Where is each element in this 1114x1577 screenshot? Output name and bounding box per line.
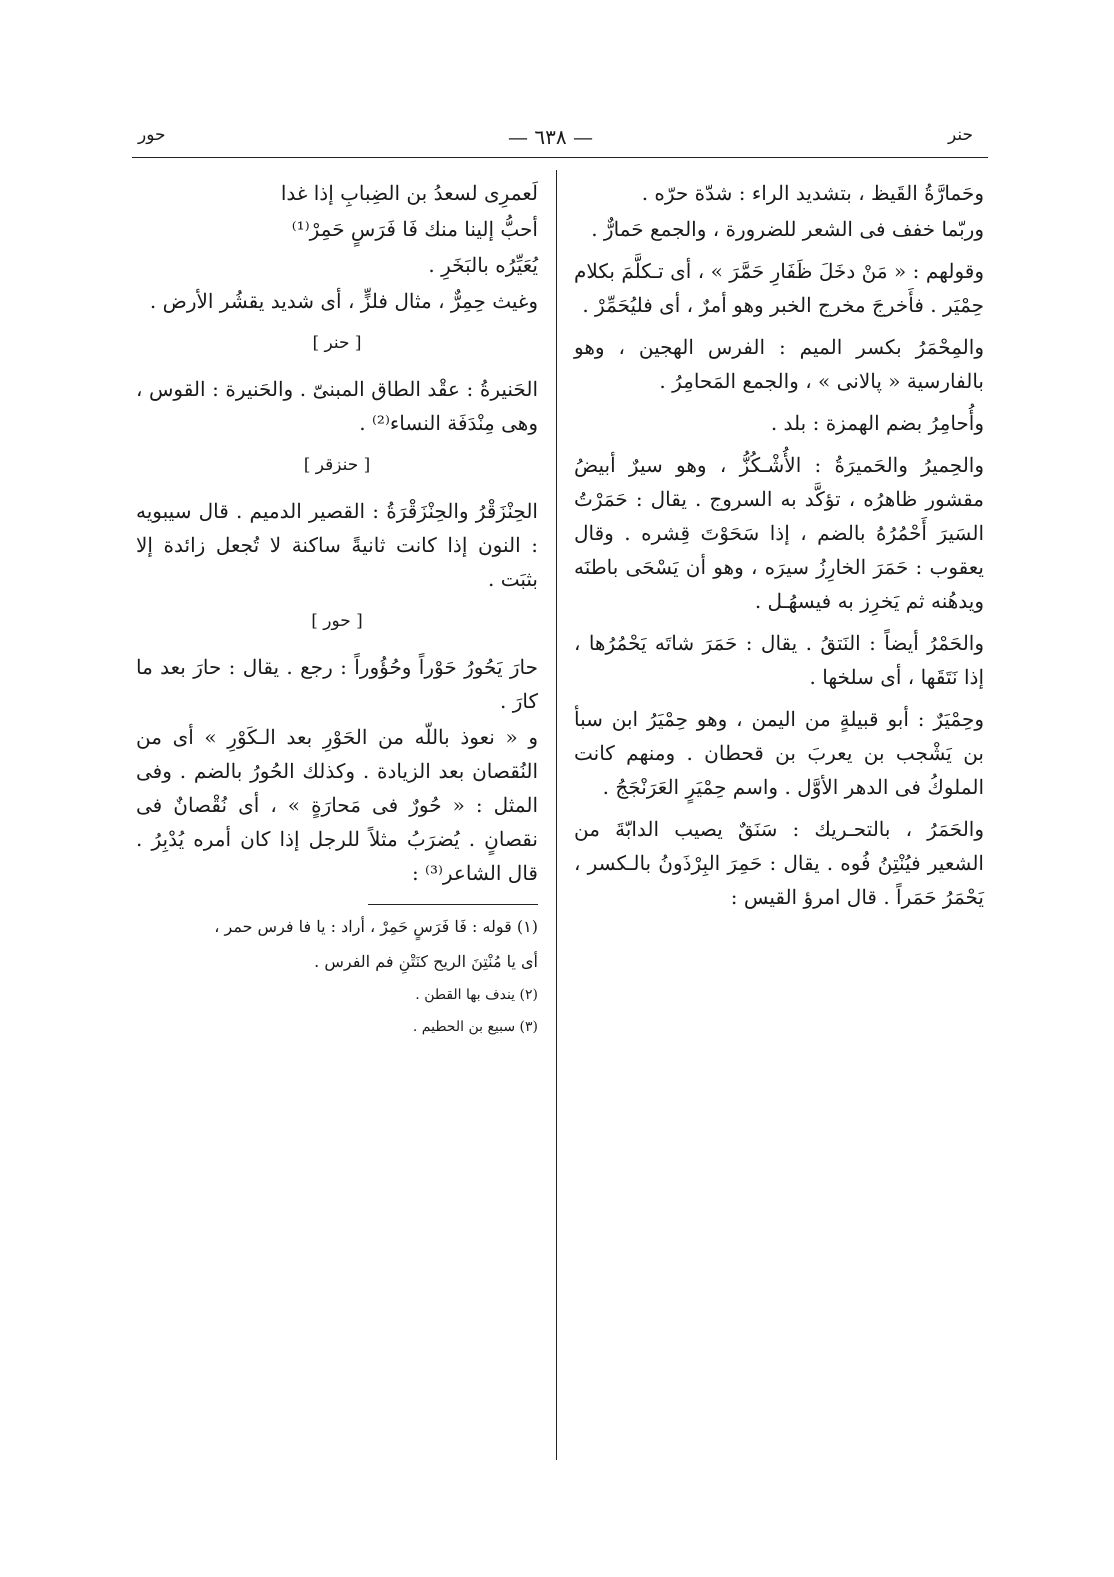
entry-paragraph: يُعَيِّرُه بالبَخَرِ . [428, 253, 538, 277]
entry-paragraph: وحِمْيَرٌ : أبو قبيلةٍ من اليمن ، وهو حِمْيَرُ ابن سبأ بن يَشْجب بن يعربَ بن قحطان . ومنهم كانت الملوكُ فى الدهر الأوَّل . واسم حِمْيَرٍ العَرَنْجَجُ . [574, 707, 984, 799]
running-header-right: حنر [948, 125, 974, 145]
footnote-1: (١) قوله : فَا فَرَسٍ حَمِرْ ، أراد : يا فا فرس حمر ، [214, 917, 538, 936]
entry-paragraph: والحِميرُ والحَميرَةُ : الأُشْـكُزُّ ، وهو سيرٌ أبيضُ مقشور ظاهرُه ، تؤكَّد به السروج . يقال : حَمَرْتُ السَيرَ أَحْمُرُهُ بالضم ، إذا سَحَوْتَ قِشره . وقال يعقوب : حَمَرَ الخارِزُ سيرَه ، وهو أن يَسْحَى باطنَه ويدهُنه ثم يَخرِز به فيسهُـل . [574, 453, 984, 613]
entry-heading: [ حور ] [311, 611, 363, 631]
entry-paragraph: الحِنْزَقْرُ والحِنْزَقْرَةُ : القصير الدميم . قال سيبويه : النون إذا كانت ثانيةً ساكنة لا تُجعل زائدة إلا بثبَت . [136, 499, 538, 591]
footnote-2: (٢) يندف بها القطن . [415, 987, 538, 1003]
entry-paragraph: والحَمَرُ ، بالتحـريك : سَنَقٌ يصيب الدابّةَ من الشعير فيُنْتِنُ فُوه . يقال : حَمِرَ البِرْذَونُ بالـكسر ، يَحْمَرُ حَمَراً . قال امرؤ القيس : [574, 817, 984, 909]
verse-line: أحبُّ إلينا منك فَا فَرَسٍ حَمِرْ⁽¹⁾ [291, 217, 538, 241]
entry-paragraph: والمِحْمَرُ بكسر الميم : الفرس الهجين ، وهو بالفارسية « پالانى » ، والجمع المَحامِرُ . [574, 335, 984, 393]
right-column [574, 176, 984, 922]
footnote-1-continued: أى يا مُنْتِنَ الريح كنَتْنِ فم الفرس . [314, 952, 538, 971]
footnote-rule [368, 904, 538, 905]
entry-paragraph: الحَنيرةُ : عقْد الطاق المبنىّ . والحَنيرة : القوس ، وهى مِنْدَفَة النساء⁽²⁾ . [136, 377, 538, 435]
header-rule [132, 157, 988, 158]
entry-heading: [ حنزقر ] [303, 455, 371, 475]
entry-paragraph: حارَ يَحُورُ حَوْراً وحُؤُوراً : رجع . يقال : حارَ بعد ما كارَ . [136, 655, 538, 713]
page-number: — ٦٣٨ — [508, 125, 593, 149]
entry-paragraph: و « نعوذ باللّه من الحَوْرِ بعد الـكَوْرِ » أى من النُقصان بعد الزيادة . وكذلك الحُورُ بالضم . وفى المثل : « حُورٌ فى مَحارَةٍ » ، أى نُقْصانٌ فى نقصانٍ . يُضرَبُ مثلاً للرجل إذا كان أمره يُدْبِرُ . قال الشاعر⁽³⁾ : [136, 725, 538, 885]
entry-paragraph: وربّما خفف فى الشعر للضرورة ، والجمع حَمارٌّ . [591, 217, 984, 241]
running-header-left: حور [138, 125, 166, 145]
entry-paragraph: وأُحامِرُ بضم الهمزة : بلد . [770, 411, 984, 435]
left-column [136, 176, 538, 1047]
entry-paragraph: وغيث حِمِرٌّ ، مثال فلزٍّ ، أى شديد يقشُر الأرض . [149, 289, 538, 313]
entry-paragraph: وحَمارَّةُ القَيظ ، بتشديد الراء : شدّة حرّه . [641, 181, 984, 205]
entry-paragraph: وقولهم : « مَنْ دخَلَ ظَفَارِ حَمَّرَ » ، أى تـكلَّمَ بكلام حِمْيَر . فأَخرجَ مخرج الخبر وهو أمرٌ ، أى فليُحَمِّرْ . [574, 259, 984, 317]
footnote-3: (٣) سبيع بن الحطيم . [412, 1019, 538, 1035]
entry-heading: [ حنر ] [312, 333, 362, 353]
entry-paragraph: والحَمْرُ أيضاً : النَتقُ . يقال : حَمَرَ شاتَه يَحْمُرُها ، إذا نَتَقَها ، أى سلخها . [574, 631, 984, 689]
column-divider [556, 170, 557, 1460]
verse-line: لَعمرِى لسعدُ بن الضِبابِ إذا غدا [280, 181, 538, 205]
